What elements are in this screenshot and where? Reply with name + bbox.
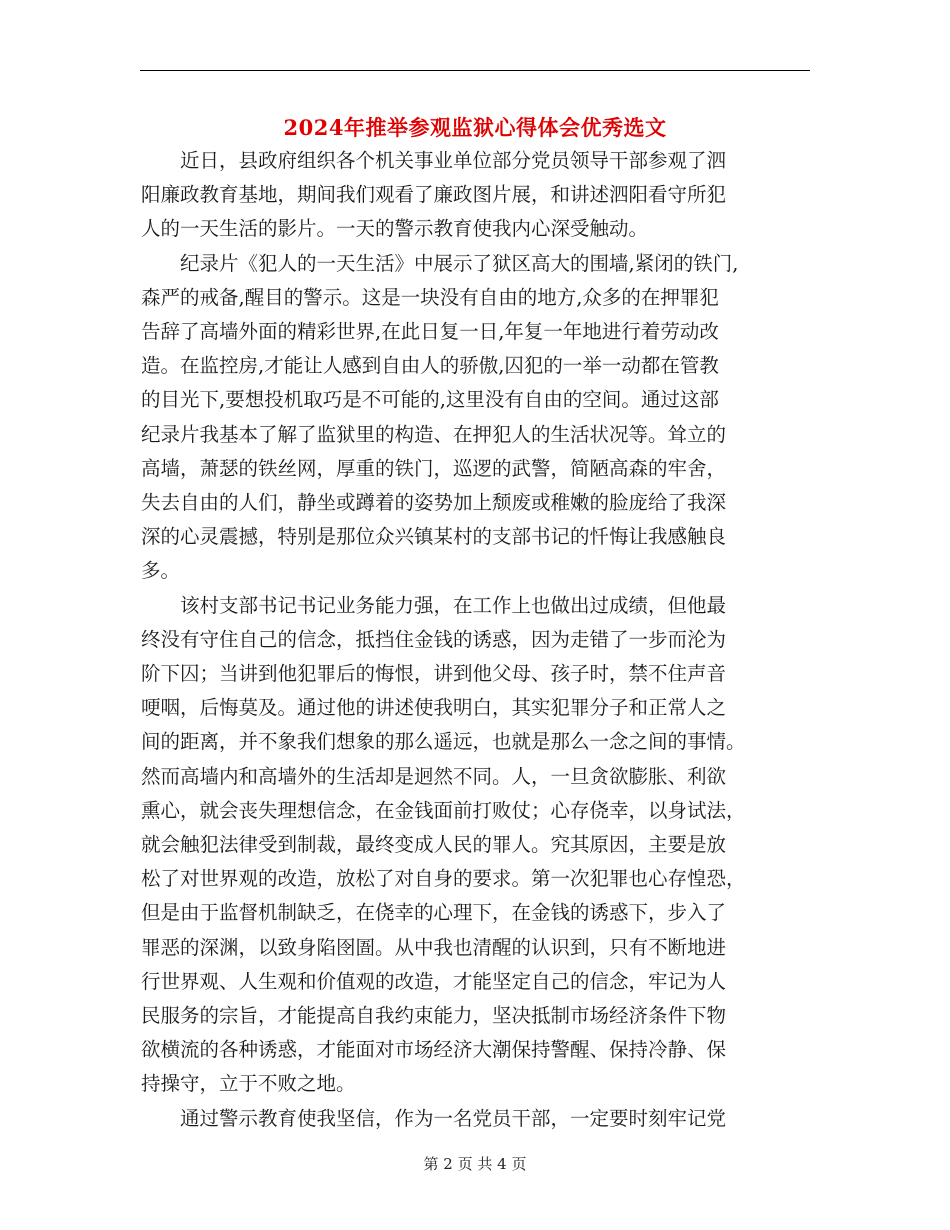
text-line: 该村支部书记书记业务能力强，在工作上也做出过成绩，但他最	[141, 593, 727, 617]
text-line: 告辞了高墙外面的精彩世界,在此日复一日,年复一年地进行着劳动改	[141, 320, 719, 343]
document-title: 2024年推举参观监狱心得体会优秀选文	[283, 115, 667, 140]
text-line: 纪录片《犯人的一天生活》中展示了狱区高大的围墙,紧闭的铁门,	[141, 251, 739, 275]
text-line: 的目光下,要想投机取巧是不可能的,这里没有自由的空间。通过这部	[141, 388, 719, 412]
text-line: 造。在监控房,才能让人感到自由人的骄傲,囚犯的一举一动都在管教	[141, 354, 719, 378]
text-line: 多。	[141, 559, 181, 583]
text-line: 但是由于监督机制缺乏，在侥幸的心理下，在金钱的诱惑下，步入了	[141, 901, 727, 925]
text-line: 罪恶的深渊，以致身陷囹圄。从中我也清醒的认识到，只有不断地进	[141, 935, 727, 959]
text-line: 就会触犯法律受到制裁，最终变成人民的罪人。究其原因，主要是放	[141, 833, 727, 856]
text-line: 通过警示教育使我坚信，作为一名党员干部，一定要时刻牢记党	[141, 1106, 727, 1130]
text-line: 人的一天生活的影片。一天的警示教育使我内心深受触动。	[141, 217, 649, 241]
text-line: 哽咽，后悔莫及。通过他的讲述使我明白，其实犯罪分子和正常人之	[141, 696, 727, 720]
text-line: 终没有守住自己的信念，抵挡住金钱的诱惑，因为走错了一步而沦为	[141, 627, 727, 651]
page-footer: 第 2 页 共 4 页	[423, 1155, 527, 1173]
header-rule	[140, 70, 810, 71]
text-line: 间的距离，并不象我们想象的那么遥远，也就是那么一念之间的事情。	[141, 730, 746, 754]
text-line: 熏心，就会丧失理想信念，在金钱面前打败仗；心存侥幸，以身试法，	[141, 798, 746, 822]
text-line: 近日，县政府组织各个机关事业单位部分党员领导干部参观了泗	[141, 149, 727, 172]
text-line: 然而高墙内和高墙外的生活却是迥然不同。人，一旦贪欲膨胀、利欲	[141, 764, 727, 788]
text-line: 民服务的宗旨，才能提高自我约束能力，坚决抵制市场经济条件下物	[141, 1004, 727, 1027]
text-line: 纪录片我基本了解了监狱里的构造、在押犯人的生活状况等。耸立的	[141, 422, 727, 446]
text-line: 持操守，立于不败之地。	[141, 1072, 356, 1096]
text-line: 行世界观、人生观和价值观的改造，才能坚定自己的信念，牢记为人	[141, 969, 727, 993]
text-line: 松了对世界观的改造，放松了对自身的要求。第一次犯罪也心存惶恐，	[141, 867, 746, 891]
text-line: 深的心灵震撼，特别是那位众兴镇某村的支部书记的忏悔让我感触良	[141, 525, 727, 549]
text-line: 阶下囚；当讲到他犯罪后的悔恨，讲到他父母、孩子时，禁不住声音	[141, 662, 727, 685]
text-line: 阳廉政教育基地，期间我们观看了廉政图片展，和讲述泗阳看守所犯	[141, 183, 727, 207]
text-line: 欲横流的各种诱惑，才能面对市场经济大潮保持警醒、保持冷静、保	[141, 1038, 727, 1062]
text-line: 高墙，萧瑟的铁丝网，厚重的铁门，巡逻的武警，简陋高森的牢舍，	[141, 456, 727, 480]
text-line: 森严的戒备,醒目的警示。这是一块没有自由的地方,众多的在押罪犯	[141, 285, 719, 309]
text-line: 失去自由的人们，静坐或蹲着的姿势加上颓废或稚嫩的脸庞给了我深	[141, 491, 727, 514]
